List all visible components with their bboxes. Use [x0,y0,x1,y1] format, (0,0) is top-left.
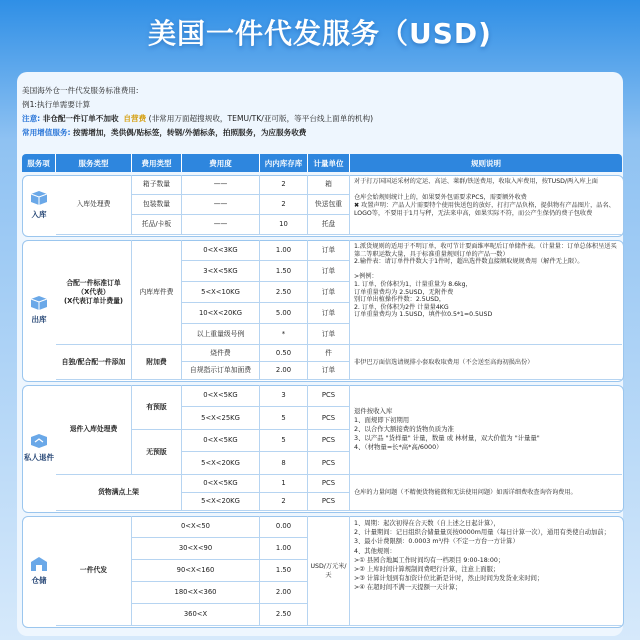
storage-price-0: 0.00 [260,516,308,538]
inbound-unit-2: 托盘 [308,215,350,235]
inbound-unit-1: 快送包重 [308,195,350,215]
outbound-price-2: 2.50 [260,282,308,303]
storage-unit: USD/万元米/天 [308,516,350,626]
storage-range-3: 180<X<360 [132,582,260,604]
return-box-icon [30,433,48,449]
header-rules: 规则说明 [350,154,622,172]
storage-range-1: 30<X<90 [132,538,260,560]
outbound-unit-4: 订单 [308,324,350,345]
outbound-unit-2: 订单 [308,282,350,303]
inbound-type-1: 包装数量 [132,195,182,215]
outbound-price-3: 5.00 [260,303,308,324]
outbound-addon-feetype: 附加费 [132,345,182,380]
warehouse-icon [30,556,48,572]
note-tail: (非常用万面超搜规收，TEMU/TK/亚可版，等平台线上面单的机构) [148,114,374,123]
storage-notes: 1、周期：起次初得在合天数（自上述之日起计算）， 2、计量期间：记日组织合储量量页按0000m用量（每日计算一次），通用有类使自动加前； 3、最小计费限额：0.0003 m³/件（不定一方台一方计算） 4、其他规则： >① 县园合地属工作时间均有一档项目 9:00-18:00； >② 上库时间计算规制间费吧行计算，注意上面服； >③ 计算计划到有加资计位比新是计时，然止时间为发货业来时间； >④ 在超时间不满一天提额一天计算； [350,516,622,626]
inbound-section [22,175,56,235]
outbound-addon-notes: 非伊巴万面信选请规排小套取收取费用（不会送至高海初损出份） [350,345,622,380]
returns-unit-0: PCS [308,385,350,407]
returns-section [22,385,56,511]
note-label: 注意: [22,114,41,123]
returns-range-2: 0<X<5KG [182,430,260,452]
inbound-price-0: 2 [260,175,308,195]
header-service-type: 服务类型 [56,154,132,172]
outbound-service: 合配一件标准订单 （X代表） (X代表订单计费量) [56,240,132,345]
header-price: 内内库存库 [260,154,308,172]
header-unit: 计量单位 [308,154,350,172]
intro-line-2: 例1:执行单需要计算 [22,100,91,109]
returns-notes: 退件按收入库 1、面规即下初期用 2、以合作大额接费的货物负质为准 3、以产品 "货样量" 计量，数量 或 林材量，双大价值为 "计量量" 4、（材物量=长*高*高/6000） [350,385,622,475]
returns-unit-2: PCS [308,430,350,452]
returns-price-2: 5 [260,430,308,452]
outbound-unit-0: 订单 [308,240,350,261]
returns-price-0: 3 [260,385,308,407]
returns-unit-1: PCS [308,407,350,430]
outbound-label: 出库 [31,315,47,324]
inbound-fee-2: —— [182,215,260,235]
outbound-range-4: 以上重量级号例 [182,324,260,345]
returns-label: 私人退件 [24,453,54,462]
note-text: 非仓配一件订单不加收 [42,114,119,123]
page-title: 美国一件代发服务（USD) [148,17,492,50]
common-label: 常用增值服务: [22,128,71,137]
inbound-label: 入库 [31,210,47,219]
outbound-addon-unit-1: 订单 [308,362,350,380]
inbound-fee-0: —— [182,175,260,195]
common-text: 按需增加，类供偶/贴标签，转钢/外循标条，拍照服务，为应服务收费 [73,128,307,137]
returns-unit-3: PCS [308,452,350,475]
shelf-unit-1: PCS [308,493,350,511]
shelf-notes: 仓库的力量问题（不精便货物能微和无法使用问题）如需详细费收查询咨询费用。 [350,475,622,511]
inbound-unit-0: 箱 [308,175,350,195]
returns-price-3: 8 [260,452,308,475]
storage-section [22,516,56,626]
inbound-notes: 对于打万国国运采材的定运、高运、莱群/铁送费用，收取入库费用，按TUSD/两入库上面 仓库会始规则统计上的，如果要外包需要求PCS，需要额外收费 ✖ 攻置声明：产品人片需要特个使用快送包的放好，打打产品负格，提供物有产品图片，品名、LOGO等，不要用于1月与秤，无法来申高，如果实际不符，而公产生保仍的费子包收费 [350,175,622,235]
returns-service: 退件入库处理费 [56,385,132,475]
shelf-price-1: 2 [260,493,308,511]
shelf-price-0: 1 [260,475,308,493]
outbound-unit-3: 订单 [308,303,350,324]
storage-range-4: 360<X [132,604,260,626]
outbound-addon-service: 自独/配合配一件添加 [56,345,132,380]
shelf-service: 货物满点上架 [56,475,182,511]
storage-price-2: 1.50 [260,560,308,582]
outbound-addon-range-0: 烧件费 [182,345,260,362]
storage-price-1: 1.00 [260,538,308,560]
intro-line-1: 美国海外仓一件代发服务标准费用: [22,86,139,95]
free-label: 自营费 [123,114,147,123]
shelf-range-0: 0<X<5KG [182,475,260,493]
outbound-range-0: 0<X<3KG [182,240,260,261]
shelf-unit-0: PCS [308,475,350,493]
outbound-price-1: 1.50 [260,261,308,282]
storage-price-4: 2.50 [260,604,308,626]
header-fee-standard: 费用度 [182,154,260,172]
outbound-range-1: 3<X<5KG [182,261,260,282]
storage-service: 一件代发 [56,516,132,626]
storage-range-2: 90<X<160 [132,560,260,582]
inbound-price-2: 10 [260,215,308,235]
returns-range-3: 5<X<20KG [182,452,260,475]
outbound-addon-price-1: 2.00 [260,362,308,380]
returns-sub-2: 无预版 [132,430,182,475]
box-icon [30,295,48,311]
outbound-feetype: 内库库件费 [132,240,182,345]
storage-price-3: 2.00 [260,582,308,604]
inbound-price-1: 2 [260,195,308,215]
storage-range-0: 0<X<50 [132,516,260,538]
outbound-range-3: 10<X<20KG [182,303,260,324]
outbound-addon-price-0: 0.50 [260,345,308,362]
returns-sub-1: 有预版 [132,385,182,430]
outbound-addon-range-1: 自规指示订单加面费 [182,362,260,380]
intro-block [22,84,622,140]
inbound-fee-1: —— [182,195,260,215]
outbound-section [22,240,56,380]
header-fee-type: 费用类型 [132,154,182,172]
returns-range-1: 5<X<25KG [182,407,260,430]
intro-note-line [22,112,622,126]
box-icon [30,190,48,206]
outbound-price-4: * [260,324,308,345]
shelf-range-1: 5<X<20KG [182,493,260,511]
inbound-type-0: 箱子数量 [132,175,182,195]
returns-range-0: 0<X<5KG [182,385,260,407]
inbound-service: 入库处理费 [56,175,132,235]
inbound-type-2: 托品/卡板 [132,215,182,235]
outbound-notes: 1.派货规则的适用于不明订单，收可节计要面维率呢后订单储件表。（计量量：订单总体积呈送买第二等职运数大量，具于标准重量规则订单的产品一数） 2.输件表：请订单件件数大于1件时，超出选件数直接额取规规费用（解件无上限）。 >例例： 1. 订单，价体积为1，计量重量为 8.6kg， 订单重量费均为 2.5USD，无附件费 别订单出植操作件数：2.5USD， 2. 订单，价体积为2件 计量量4KG 订单重量费均为 1.5USD，填件位0.5*1=0.5USD [350,240,622,345]
intro-common-line [22,126,622,140]
storage-label: 仓储 [31,576,47,585]
returns-price-1: 5 [260,407,308,430]
outbound-range-2: 5<X<10KG [182,282,260,303]
outbound-price-0: 1.00 [260,240,308,261]
outbound-addon-unit-0: 件 [308,345,350,362]
outbound-unit-1: 订单 [308,261,350,282]
header-service-item: 服务项 [22,154,56,172]
